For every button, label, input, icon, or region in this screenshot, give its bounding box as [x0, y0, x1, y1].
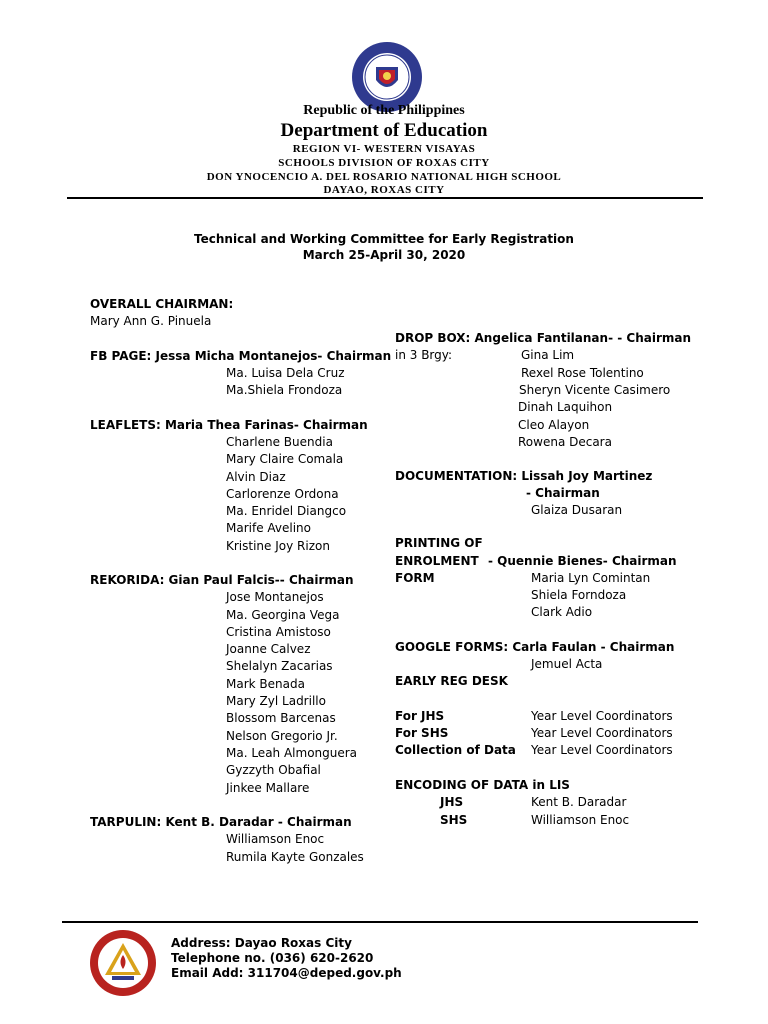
list-item: Ma. Georgina Vega: [226, 608, 340, 622]
list-item: Joanne Calvez: [226, 642, 311, 656]
list-item: Nelson Gregorio Jr.: [226, 729, 338, 743]
drop-box-heading: DROP BOX: Angelica Fantilanan- - Chairman: [395, 331, 692, 345]
list-item: Marife Avelino: [226, 521, 312, 535]
desk-row-label: Collection of Data: [395, 743, 516, 757]
desk-row-value: Year Level Coordinators: [531, 726, 673, 740]
rekorida-heading: REKORIDA: Gian Paul Falcis-- Chairman: [90, 573, 354, 587]
header-republic: Republic of the Philippines: [303, 103, 465, 118]
footer-email[interactable]: Email Add: 311704@deped.gov.ph: [171, 966, 402, 980]
school-seal-icon: [88, 928, 158, 998]
footer-address: Address: Dayao Roxas City: [171, 936, 352, 950]
list-item: Rumila Kayte Gonzales: [226, 850, 364, 864]
printing-heading-line1: PRINTING OF: [395, 536, 483, 550]
google-forms-heading: GOOGLE FORMS: Carla Faulan - Chairman: [395, 640, 675, 654]
list-item: Rowena Decara: [518, 435, 612, 449]
list-item: Ma. Luisa Dela Cruz: [226, 366, 345, 380]
overall-chairman-label: OVERALL CHAIRMAN:: [90, 297, 234, 311]
early-reg-desk-heading: EARLY REG DESK: [395, 674, 508, 688]
list-item: Jose Montanejos: [226, 590, 324, 604]
list-item: Maria Lyn Comintan: [531, 571, 651, 585]
documentation-heading: DOCUMENTATION: Lissah Joy Martinez: [395, 469, 653, 483]
list-item: Williamson Enoc: [226, 832, 325, 846]
fb-page-heading: FB PAGE: Jessa Micha Montanejos- Chairman: [90, 349, 392, 363]
encoding-row-label: JHS: [440, 795, 464, 809]
title-line2: March 25-April 30, 2020: [302, 248, 466, 262]
encoding-heading: ENCODING OF DATA in LIS: [395, 778, 570, 792]
encoding-row-label: SHS: [440, 813, 468, 827]
header-address: DAYAO, ROXAS CITY: [323, 184, 445, 196]
list-item: Gyzzyth Obafial: [226, 763, 321, 777]
header-division: SCHOOLS DIVISION OF ROXAS CITY: [278, 157, 490, 169]
list-item: Clark Adio: [531, 605, 593, 619]
header-region: REGION VI- WESTERN VISAYAS: [292, 143, 476, 155]
drop-box-subheading: in 3 Brgy:: [395, 348, 453, 362]
footer-divider: [62, 921, 698, 923]
list-item: Carlorenze Ordona: [226, 487, 339, 501]
list-item: Rexel Rose Tolentino: [521, 366, 644, 380]
list-item: Ma. Enridel Diangco: [226, 504, 347, 518]
list-item: Mark Benada: [226, 677, 305, 691]
desk-row-label: For JHS: [395, 709, 445, 723]
leaflets-heading: LEAFLETS: Maria Thea Farinas- Chairman: [90, 418, 368, 432]
tarpulin-heading: TARPULIN: Kent B. Daradar - Chairman: [90, 815, 352, 829]
list-item: Glaiza Dusaran: [531, 503, 623, 517]
header-divider: [67, 197, 703, 199]
desk-row-label: For SHS: [395, 726, 449, 740]
list-item: Blossom Barcenas: [226, 711, 336, 725]
list-item: Cristina Amistoso: [226, 625, 331, 639]
desk-row-value: Year Level Coordinators: [531, 709, 673, 723]
list-item: Kristine Joy Rizon: [226, 539, 330, 553]
list-item: Charlene Buendia: [226, 435, 333, 449]
list-item: Ma. Leah Almonguera: [226, 746, 358, 760]
list-item: Cleo Alayon: [518, 418, 590, 432]
desk-row-value: Year Level Coordinators: [531, 743, 673, 757]
overall-chairman-name: Mary Ann G. Pinuela: [90, 314, 212, 328]
list-item: Ma.Shiela Frondoza: [226, 383, 343, 397]
list-item: Shelalyn Zacarias: [226, 659, 333, 673]
printing-chairman: - Quennie Bienes- Chairman: [488, 554, 677, 568]
title-line1: Technical and Working Committee for Early Registration: [194, 232, 574, 246]
printing-heading-line3: FORM: [395, 571, 435, 585]
encoding-row-value: Williamson Enoc: [531, 813, 630, 827]
encoding-row-value: Kent B. Daradar: [531, 795, 627, 809]
list-item: Mary Zyl Ladrillo: [226, 694, 326, 708]
list-item: Mary Claire Comala: [226, 452, 344, 466]
list-item: Jinkee Mallare: [226, 781, 310, 795]
list-item: Gina Lim: [521, 348, 575, 362]
header-school: DON YNOCENCIO A. DEL ROSARIO NATIONAL HIGH SCHOOL: [206, 171, 562, 183]
printing-heading-line2: ENROLMENT: [395, 554, 479, 568]
footer-telephone: Telephone no. (036) 620-2620: [171, 951, 374, 965]
documentation-chairman: - Chairman: [526, 486, 600, 500]
list-item: Jemuel Acta: [531, 657, 603, 671]
header-department: Department of Education: [280, 120, 488, 141]
list-item: Shiela Forndoza: [531, 588, 627, 602]
list-item: Sheryn Vicente Casimero: [519, 383, 671, 397]
list-item: Alvin Diaz: [226, 470, 286, 484]
list-item: Dinah Laquihon: [518, 400, 613, 414]
